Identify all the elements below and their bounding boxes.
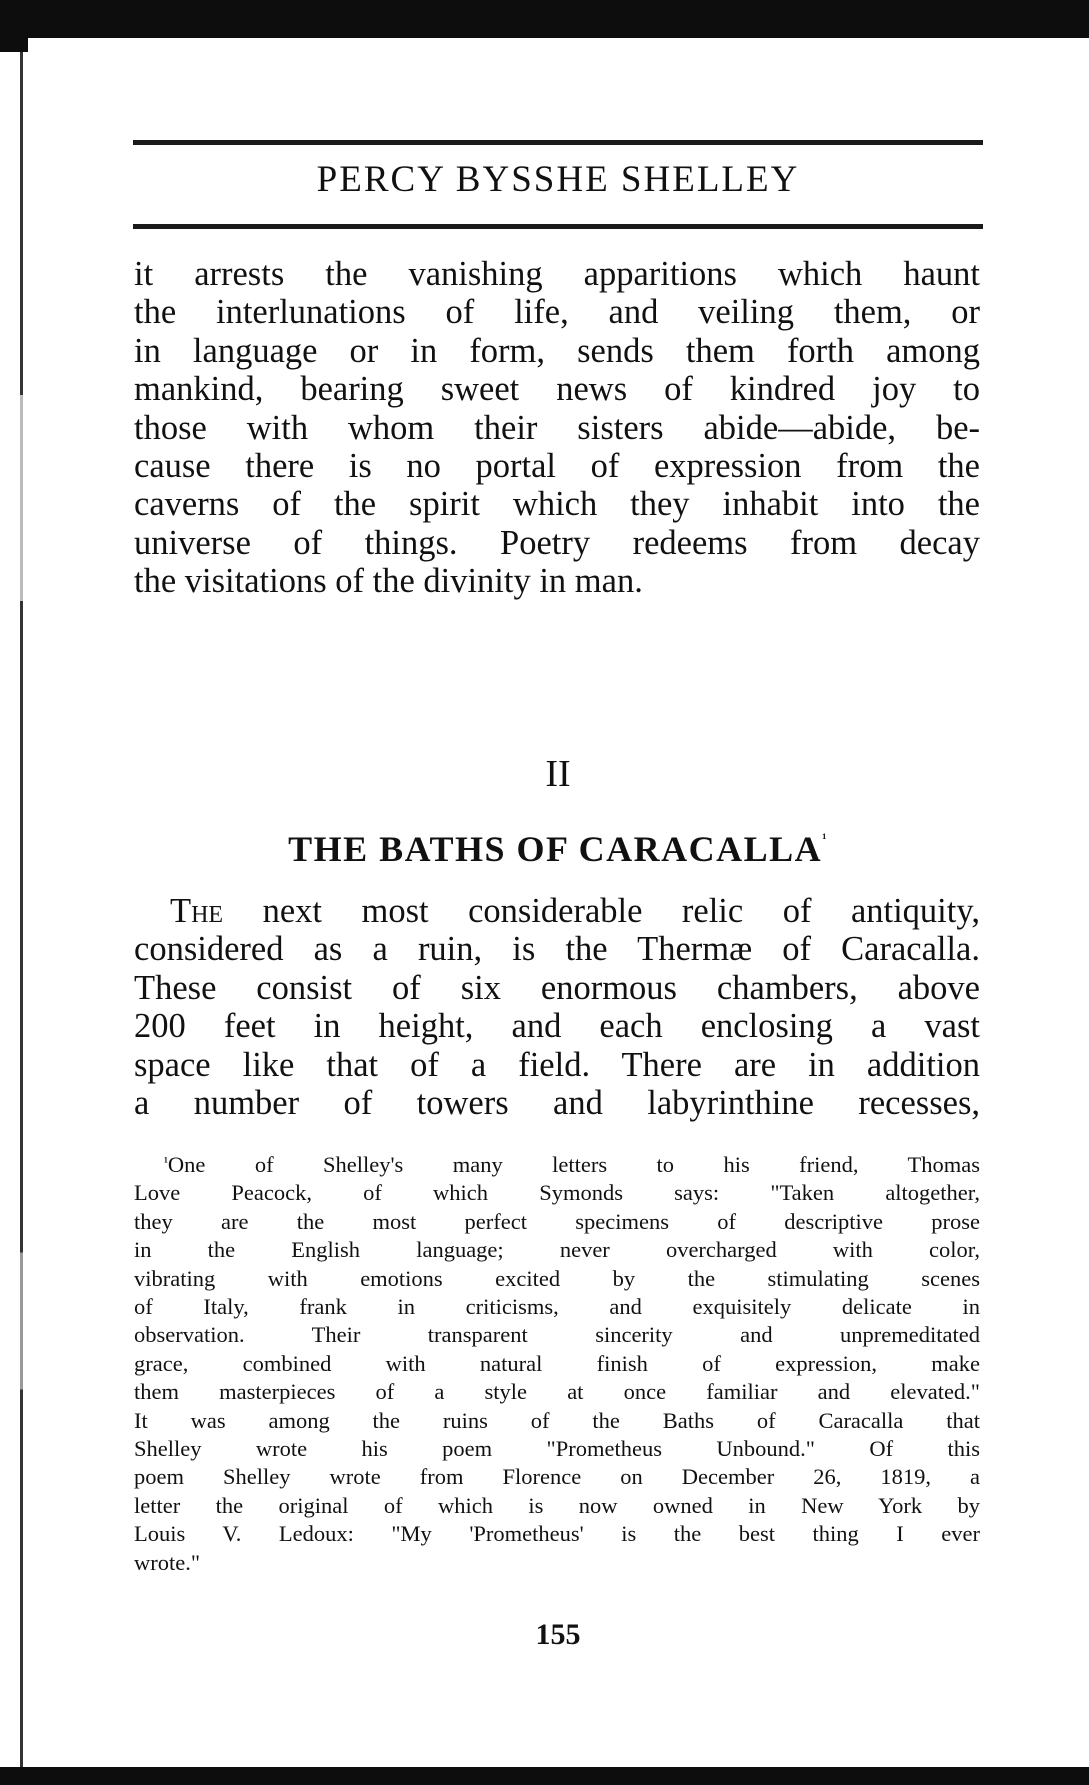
text-line: the interlunations of life, and veiling them, or bbox=[134, 293, 980, 332]
text-line: it arrests the vanishing apparitions which haunt bbox=[134, 255, 980, 293]
footnote-line: Shelley wrote his poem "Prometheus Unbound." Of this bbox=[134, 1436, 980, 1462]
section-title-text: THE BATHS OF CARACALLA bbox=[288, 829, 823, 869]
text-line: caverns of the spirit which they inhabit into the bbox=[134, 485, 980, 524]
text-line: mankind, bearing sweet news of kindred joy to bbox=[134, 370, 980, 409]
footnote-marker: ¹ bbox=[164, 1154, 168, 1169]
header-rule-bottom bbox=[133, 224, 983, 229]
footnote-line: Louis V. Ledoux: "My 'Prometheus' is the best thing I ever bbox=[134, 1521, 980, 1547]
text-line: cause there is no portal of expression from the bbox=[134, 447, 980, 486]
drop-word: The bbox=[170, 892, 224, 930]
running-head: PERCY BYSSHE SHELLEY bbox=[316, 159, 800, 200]
scan-top-border bbox=[0, 0, 1089, 38]
footnote-line: letter the original of which is now owned in New York by bbox=[134, 1492, 980, 1518]
text-line: in language or in form, sends them forth among bbox=[134, 331, 980, 370]
footnote-line: grace, combined with natural finish of expression, make bbox=[134, 1350, 980, 1376]
footnote-line-text: One of Shelley's many letters to his friend, Thomas bbox=[167, 1152, 980, 1177]
footnote-line: they are the most perfect specimens of descriptive prose bbox=[134, 1208, 980, 1234]
footnote-line: vibrating with emotions excited by the stimulating scenes bbox=[134, 1265, 980, 1291]
text-line bbox=[134, 892, 980, 930]
header-rule-top bbox=[133, 140, 983, 145]
text-line: 200 feet in height, and each enclosing a vast bbox=[134, 1007, 980, 1046]
paragraph-baths bbox=[134, 892, 980, 1122]
footnote-line bbox=[134, 1148, 980, 1179]
footnote-line: wrote." bbox=[134, 1549, 201, 1575]
scan-border-notch bbox=[0, 38, 28, 52]
text-line: space like that of a field. There are in addition bbox=[134, 1045, 980, 1084]
footnote-line: of Italy, frank in criticisms, and exquisitely delicate in bbox=[134, 1294, 980, 1320]
text-line: the visitations of the divinity in man. bbox=[134, 562, 643, 601]
text-line: universe of things. Poetry redeems from decay bbox=[134, 523, 980, 562]
footnote-line: in the English language; never overcharged with color, bbox=[134, 1237, 980, 1263]
footnote-line: Love Peacock, of which Symonds says: "Taken altogether, bbox=[134, 1180, 980, 1206]
page-number: 155 bbox=[535, 1618, 581, 1651]
paragraph-continued bbox=[134, 255, 980, 601]
footnote-line: poem Shelley wrote from Florence on December 26, 1819, a bbox=[134, 1464, 980, 1490]
section-title bbox=[133, 828, 983, 870]
scan-left-edge bbox=[20, 52, 23, 1767]
text-line: considered as a ruin, is the Thermæ of Caracalla. bbox=[134, 930, 980, 969]
footnote-line: observation. Their transparent sincerity and unpremeditated bbox=[134, 1322, 980, 1348]
footnote-reference: ¹ bbox=[822, 832, 828, 847]
text-line: a number of towers and labyrinthine recesses, bbox=[134, 1084, 980, 1123]
scan-bottom-border bbox=[0, 1767, 1089, 1785]
footnote-line: It was among the ruins of the Baths of Caracalla that bbox=[134, 1407, 980, 1433]
footnote-line: them masterpieces of a style at once familiar and elevated." bbox=[134, 1379, 980, 1405]
text-line: These consist of six enormous chambers, above bbox=[134, 968, 980, 1007]
section-number: II bbox=[545, 753, 571, 795]
text-line-rest: next most considerable relic of antiquity, bbox=[223, 892, 980, 930]
text-line: those with whom their sisters abide—abide, be- bbox=[134, 408, 980, 447]
footnote bbox=[134, 1148, 980, 1577]
